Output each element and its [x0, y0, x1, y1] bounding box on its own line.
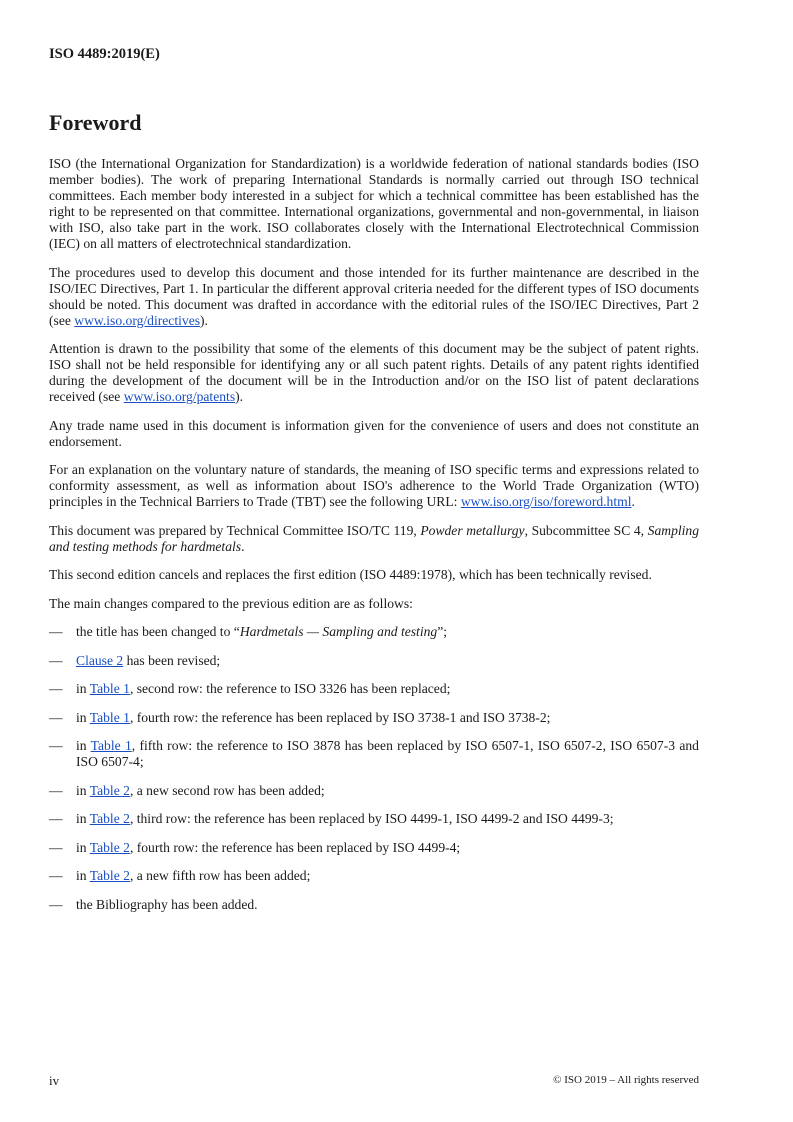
text-run: in [76, 738, 91, 753]
list-item [49, 897, 699, 913]
text-run: For an explanation on the voluntary nature of standards, the meaning of ISO specific terms and expressions related to conformity assessment, as well as information about ISO's adherence to the World Trade Organization (WTO) principles in the Technical Barriers to Trade (TBT) see the following URL: [49, 462, 699, 509]
hyperlink[interactable]: Table 2 [89, 839, 130, 855]
dash-bullet: — [49, 811, 63, 826]
text-run: in [76, 681, 90, 696]
list-item-text [76, 710, 699, 726]
paragraph [49, 156, 699, 252]
text-run: in [76, 839, 90, 855]
list-item-text [76, 681, 699, 697]
list-item-text [76, 868, 699, 884]
hyperlink[interactable]: Clause 2 [76, 652, 124, 668]
dash-bullet: — [49, 839, 63, 855]
text-run: This second edition cancels and replaces the first edition (ISO 4489:1978), which has been technically revised. [49, 567, 652, 582]
text-run: the Bibliography has been added. [76, 896, 258, 912]
paragraph [49, 265, 699, 329]
text-run: ). [200, 312, 208, 328]
copyright-notice: © ISO 2019 – All rights reserved [553, 1074, 699, 1086]
dash-bullet: — [49, 624, 63, 639]
list-item [49, 710, 699, 726]
hyperlink[interactable]: Table 1 [89, 709, 130, 725]
text-run: The procedures used to develop this document and those intended for its further maintenance are described in the ISO/IEC Directives, Part 1. In particular the different approval criteria needed for the different types of ISO documents should be noted. This document was drafted in accordance with the editorial rules of the ISO/IEC Directives, Part 2 (see [49, 264, 699, 328]
list-item-text [76, 840, 699, 856]
list-item [49, 653, 699, 669]
dash-bullet: — [49, 868, 63, 883]
italic-text: Sampling and testing methods for hardmetals [49, 522, 700, 554]
dash-bullet: — [49, 896, 63, 912]
list-item-text [76, 653, 699, 669]
italic-text: Powder metallurgy [420, 522, 525, 538]
list-item-text [76, 783, 699, 799]
list-item-text [76, 624, 699, 640]
list-item-text [76, 811, 699, 827]
hyperlink[interactable]: www.iso.org/patents [123, 389, 236, 404]
text-run: ”; [437, 624, 448, 639]
text-run: , third row: the reference has been replaced by ISO 4499-1, ISO 4499-2 and ISO 4499-3; [129, 811, 614, 826]
page-number: iv [49, 1073, 60, 1088]
foreword-body [49, 156, 699, 925]
list-item [49, 624, 699, 640]
text-run: The main changes compared to the previous edition are as follows: [49, 595, 413, 611]
paragraph [49, 462, 699, 510]
hyperlink[interactable]: Table 1 [90, 738, 132, 753]
paragraph [49, 596, 699, 612]
list-item [49, 840, 699, 856]
dash-bullet: — [49, 681, 63, 696]
text-run: ISO (the International Organization for Standardization) is a worldwide federation of national standards bodies (ISO member bodies). The work of preparing International Standards is normally carried out through ISO technical committees. Each member body interested in a subject for which a technical committee has been established has the right to be represented on that committee. International organizations, governmental and non-governmental, in liaison with ISO, also take part in the work. ISO collaborates closely with the International Electrotechnical Commission (IEC) on all matters of electrotechnical standardization. [49, 156, 699, 251]
italic-text: Hardmetals — Sampling and testing [239, 624, 438, 639]
text-run: in [76, 811, 90, 826]
text-run: , fourth row: the reference has been replaced by ISO 4499-4; [129, 839, 461, 855]
text-run: , Subcommittee SC 4, [524, 522, 648, 538]
text-run: , fourth row: the reference has been replaced by ISO 3738-1 and ISO 3738-2; [129, 709, 551, 725]
paragraph [49, 418, 699, 450]
text-run: Attention is drawn to the possibility that some of the elements of this document may be the subject of patent rights. ISO shall not be held responsible for identifying any or all such patent rights. Details of any patent rights identified during the development of the document will be in the Introduction and/or on the ISO list of patent declarations received (see [49, 341, 699, 404]
text-run: , a new second row has been added; [129, 782, 325, 798]
dash-bullet: — [49, 738, 63, 753]
hyperlink[interactable]: Table 1 [89, 681, 130, 696]
list-item-text [76, 738, 699, 770]
text-run: ). [235, 389, 244, 404]
list-item [49, 783, 699, 799]
hyperlink[interactable]: www.iso.org/iso/foreword.html [460, 494, 632, 509]
hyperlink[interactable]: www.iso.org/directives [74, 312, 201, 328]
text-run: in [76, 709, 90, 725]
list-item [49, 811, 699, 827]
list-item-text [76, 897, 699, 913]
dash-bullet: — [49, 709, 63, 725]
document-id-header: ISO 4489:2019(E) [49, 46, 160, 62]
text-run: . [631, 494, 635, 509]
text-run: , a new fifth row has been added; [129, 868, 311, 883]
text-run: This document was prepared by Technical Committee ISO/TC 119, [49, 522, 421, 538]
text-run: , fifth row: the reference to ISO 3878 has been replaced by ISO 6507-1, ISO 6507-2, ISO 6507-3 and ISO 6507-4; [76, 738, 699, 769]
paragraph [49, 567, 699, 583]
dash-bullet: — [49, 782, 63, 798]
text-run: , second row: the reference to ISO 3326 has been replaced; [129, 681, 451, 696]
hyperlink[interactable]: Table 2 [89, 782, 130, 798]
list-item [49, 681, 699, 697]
text-run: . [241, 538, 245, 554]
hyperlink[interactable]: Table 2 [89, 868, 130, 883]
paragraph [49, 523, 699, 555]
paragraph [49, 341, 699, 405]
text-run: Any trade name used in this document is information given for the convenience of users and does not constitute an endorsement. [49, 417, 699, 449]
text-run: in [76, 782, 90, 798]
list-item [49, 738, 699, 770]
page-title: Foreword [49, 110, 142, 135]
text-run: the title has been changed to “ [76, 624, 240, 639]
dash-bullet: — [49, 652, 63, 668]
hyperlink[interactable]: Table 2 [89, 811, 130, 826]
list-item [49, 868, 699, 884]
text-run: has been revised; [123, 652, 221, 668]
text-run: in [76, 868, 90, 883]
